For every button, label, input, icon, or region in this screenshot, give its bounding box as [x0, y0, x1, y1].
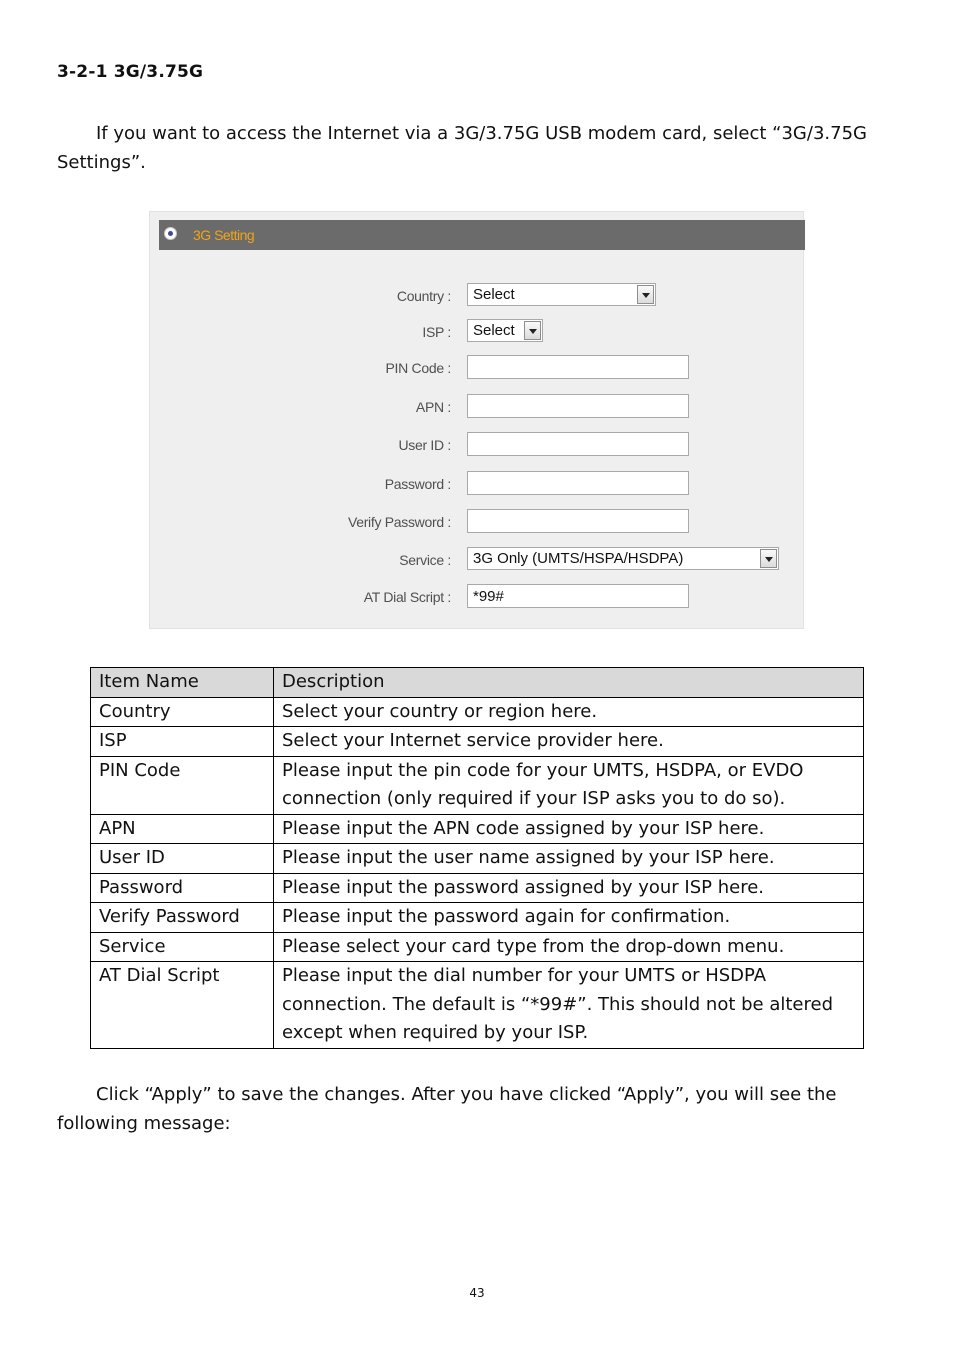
country-row — [150, 283, 805, 309]
section-heading: 3-2-1 3G/3.75G — [57, 62, 204, 82]
isp-select-value: Select — [473, 322, 515, 339]
isp-dropdown-button[interactable] — [524, 321, 541, 340]
user-id-row — [150, 432, 805, 458]
table-row — [91, 756, 864, 814]
service-row — [150, 547, 805, 573]
item-name-cell: Country — [91, 697, 274, 727]
table-row — [91, 873, 864, 903]
item-name-cell: Service — [91, 932, 274, 962]
user-id-input[interactable] — [467, 432, 689, 456]
country-dropdown-button[interactable] — [637, 285, 654, 304]
table-header-row — [91, 668, 864, 698]
table-row — [91, 962, 864, 1049]
item-name-cell: ISP — [91, 727, 274, 757]
isp-label: ISP : — [422, 324, 451, 340]
item-name-cell: Password — [91, 873, 274, 903]
table-row — [91, 932, 864, 962]
outro-paragraph: Click “Apply” to save the changes. After you have clicked “Apply”, you will see the following message: — [57, 1084, 837, 1134]
item-description-table — [90, 667, 864, 1049]
panel-header — [159, 220, 805, 250]
verify-password-label: Verify Password : — [347, 514, 451, 530]
item-name-cell: Verify Password — [91, 903, 274, 933]
isp-select[interactable] — [467, 319, 543, 342]
chevron-down-icon — [642, 293, 650, 298]
item-name-cell: PIN Code — [91, 756, 274, 814]
item-name-cell: AT Dial Script — [91, 962, 274, 1049]
at-dial-script-label: AT Dial Script : — [363, 589, 451, 605]
description-cell: Select your country or region here. — [274, 697, 864, 727]
item-name-cell: User ID — [91, 844, 274, 874]
password-row — [150, 471, 805, 497]
description-cell: Select your Internet service provider here. — [274, 727, 864, 757]
country-select[interactable] — [467, 283, 656, 306]
description-cell: Please input the password assigned by your ISP here. — [274, 873, 864, 903]
user-id-label: User ID : — [398, 437, 451, 453]
table-row — [91, 844, 864, 874]
3g-setting-panel — [149, 211, 804, 629]
password-label: Password : — [384, 476, 451, 492]
description-cell: Please select your card type from the drop-down menu. — [274, 932, 864, 962]
at-dial-script-row — [150, 584, 805, 610]
pin-code-label: PIN Code : — [385, 360, 451, 376]
apn-input[interactable] — [467, 394, 689, 418]
description-cell: Please input the dial number for your UMTS or HSDPA connection. The default is “*99#”. This should not be altered except when required by your ISP. — [274, 962, 864, 1049]
chevron-down-icon — [765, 557, 773, 562]
column-header-item-name: Item Name — [91, 668, 274, 698]
apn-label: APN : — [415, 399, 451, 415]
column-header-description: Description — [274, 668, 864, 698]
description-cell: Please input the user name assigned by your ISP here. — [274, 844, 864, 874]
panel-title: 3G Setting — [193, 227, 255, 243]
table-row — [91, 727, 864, 757]
service-select-value: 3G Only (UMTS/HSPA/HSDPA) — [473, 550, 684, 567]
table-row — [91, 903, 864, 933]
verify-password-row — [150, 509, 805, 535]
radio-bullet-icon — [164, 227, 177, 240]
page-number: 43 — [469, 1286, 485, 1300]
service-select[interactable] — [467, 547, 779, 570]
password-input[interactable] — [467, 471, 689, 495]
intro-paragraph: If you want to access the Internet via a 3G/3.75G USB modem card, select “3G/3.75G Settings”. — [57, 123, 867, 173]
table-row — [91, 697, 864, 727]
description-cell: Please input the pin code for your UMTS, HSDPA, or EVDO connection (only required if your ISP asks you to do so). — [274, 756, 864, 814]
service-dropdown-button[interactable] — [760, 549, 777, 568]
chevron-down-icon — [529, 329, 537, 334]
country-select-value: Select — [473, 286, 515, 303]
at-dial-script-input[interactable] — [467, 584, 689, 608]
description-cell: Please input the APN code assigned by your ISP here. — [274, 814, 864, 844]
country-label: Country : — [396, 288, 451, 304]
apn-row — [150, 394, 805, 420]
service-label: Service : — [399, 552, 451, 568]
pin-code-input[interactable] — [467, 355, 689, 379]
description-cell: Please input the password again for confirmation. — [274, 903, 864, 933]
isp-row — [150, 319, 805, 345]
table-row — [91, 814, 864, 844]
verify-password-input[interactable] — [467, 509, 689, 533]
pin-code-row — [150, 355, 805, 381]
item-name-cell: APN — [91, 814, 274, 844]
